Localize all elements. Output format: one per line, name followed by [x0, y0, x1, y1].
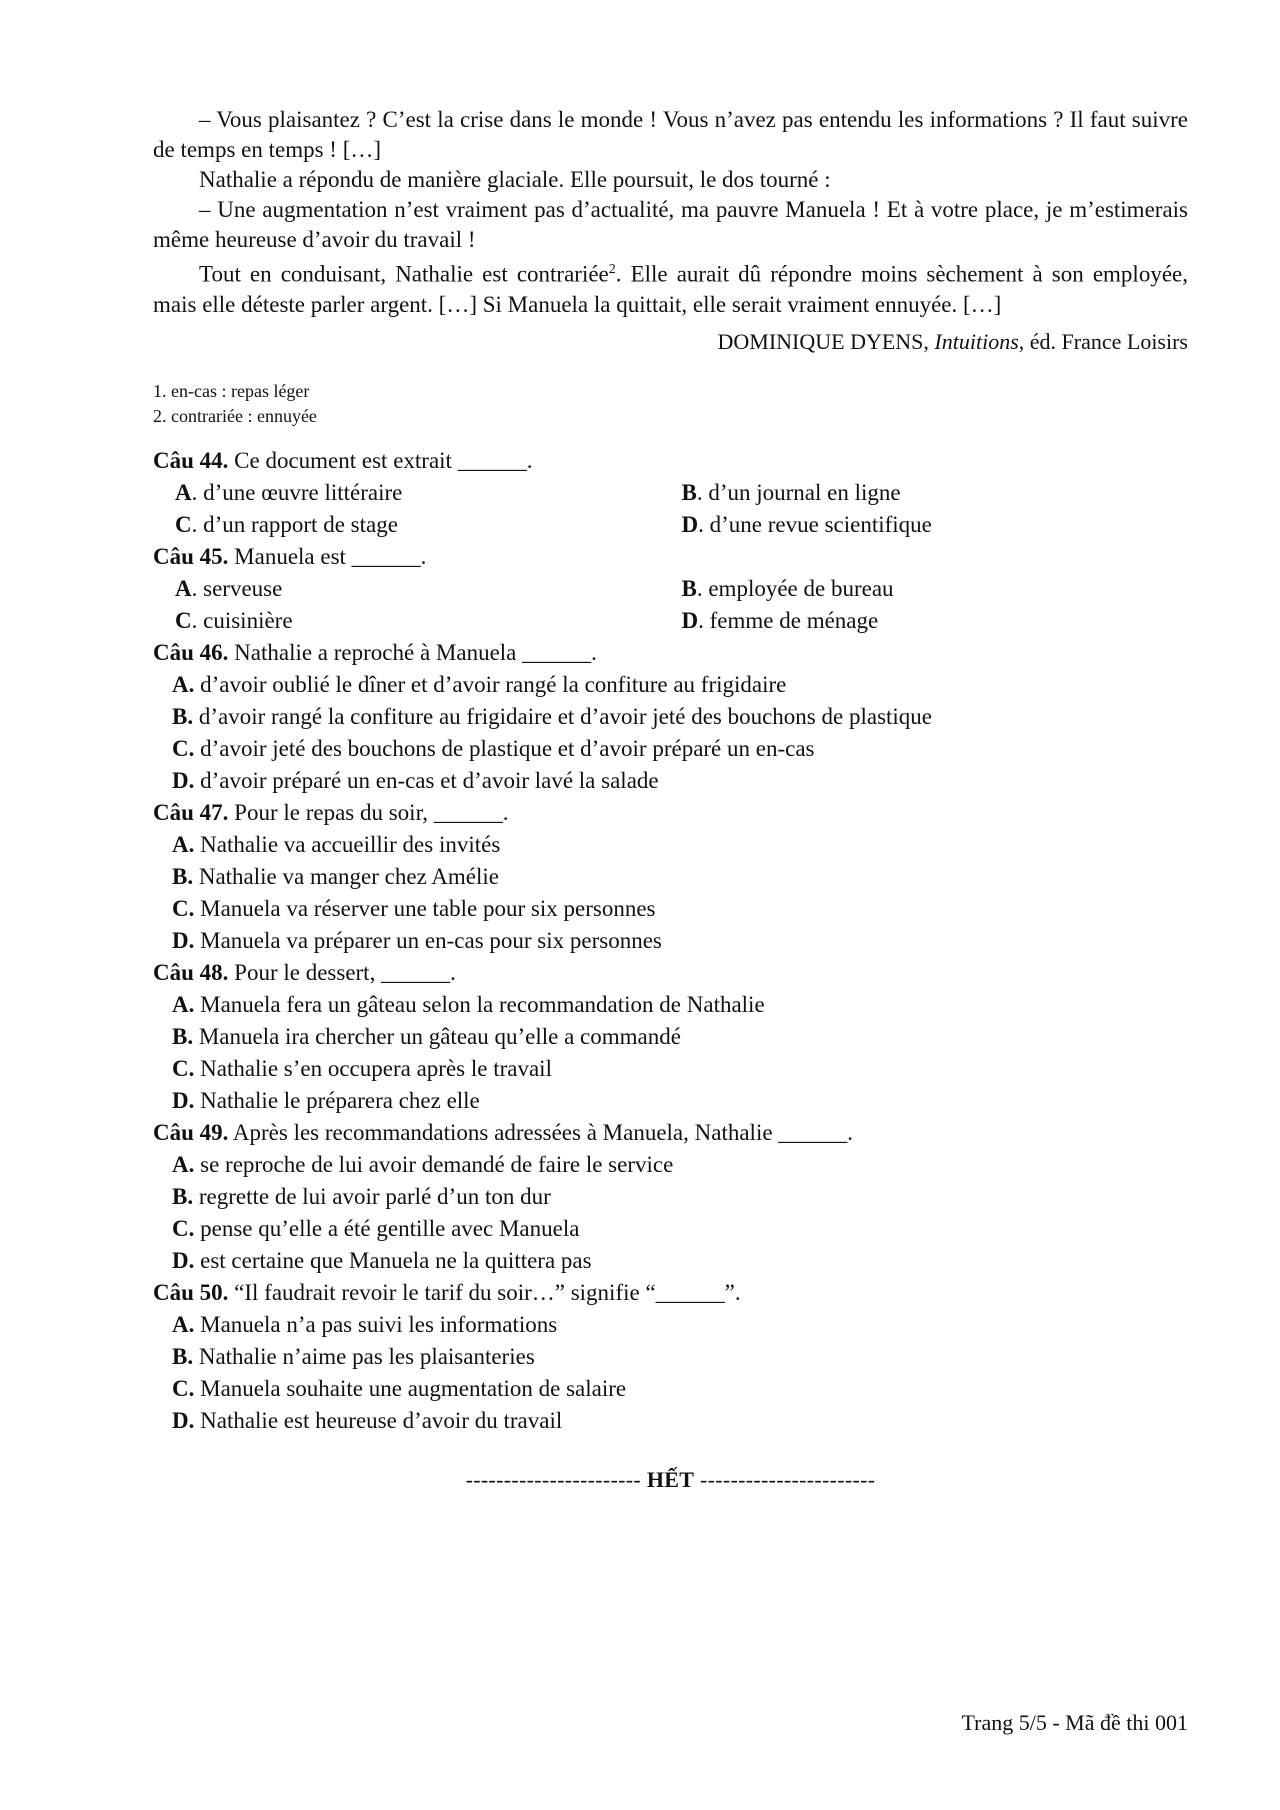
- question-text: Pour le repas du soir, ______.: [228, 799, 509, 825]
- option-label: D.: [172, 1087, 195, 1113]
- passage-text: Tout en conduisant, Nathalie est contrariée: [199, 261, 609, 287]
- question-46: [153, 637, 1188, 797]
- option-text: d’avoir oublié le dîner et d’avoir rangé la confiture au frigidaire: [194, 671, 787, 697]
- question-number: Câu 48.: [153, 959, 229, 985]
- option-label: C: [175, 607, 192, 633]
- question-stem: [153, 445, 1188, 477]
- option-c[interactable]: [175, 605, 682, 637]
- option-label: B.: [172, 863, 194, 889]
- question-number: Câu 47.: [153, 799, 229, 825]
- footnotes: [153, 379, 1188, 429]
- option-label: C.: [172, 1215, 195, 1241]
- passage-text: . Elle aurait dû répondre moins sèchement à son employée, mais elle déteste parler argent. […] Si Manuela la quittait, elle serait vraiment ennuyée. […]: [153, 261, 1188, 317]
- options-row: [153, 477, 1188, 509]
- source-author: DOMINIQUE DYENS,: [717, 328, 935, 354]
- option-d[interactable]: [153, 1245, 1188, 1277]
- option-b[interactable]: [682, 477, 1189, 509]
- option-text: Nathalie est heureuse d’avoir du travail: [194, 1407, 563, 1433]
- option-c[interactable]: [153, 1053, 1188, 1085]
- option-a[interactable]: [153, 669, 1188, 701]
- option-label: D.: [172, 1407, 195, 1433]
- option-a[interactable]: [153, 989, 1188, 1021]
- option-b[interactable]: [682, 573, 1189, 605]
- end-dashes: -----------------------: [694, 1466, 876, 1492]
- option-text: Manuela va réserver une table pour six personnes: [194, 895, 656, 921]
- question-stem: [153, 541, 1188, 573]
- option-c[interactable]: [153, 733, 1188, 765]
- option-label: B: [681, 479, 697, 505]
- option-a[interactable]: [153, 1149, 1188, 1181]
- option-label: A.: [172, 1311, 195, 1337]
- source-title: Intuitions: [934, 328, 1019, 354]
- option-label: D: [681, 607, 699, 633]
- option-label: D.: [172, 927, 195, 953]
- option-label: D.: [172, 767, 195, 793]
- option-label: A.: [172, 831, 195, 857]
- option-label: D.: [172, 1247, 195, 1273]
- option-text: Manuela souhaite une augmentation de salaire: [194, 1375, 627, 1401]
- option-b[interactable]: [153, 701, 1188, 733]
- option-text: regrette de lui avoir parlé d’un ton dur: [193, 1183, 551, 1209]
- option-d[interactable]: [153, 765, 1188, 797]
- question-stem: [153, 637, 1188, 669]
- question-44: [153, 445, 1188, 541]
- question-text: Nathalie a reproché à Manuela ______.: [228, 639, 597, 665]
- option-text: . d’une œuvre littéraire: [191, 479, 403, 505]
- footnote: 1. en-cas : repas léger: [153, 380, 310, 401]
- option-text: se reproche de lui avoir demandé de faire le service: [194, 1151, 674, 1177]
- question-47: [153, 797, 1188, 957]
- exam-page: [153, 105, 1188, 1493]
- option-label: B.: [172, 1023, 194, 1049]
- option-text: Nathalie n’aime pas les plaisanteries: [193, 1343, 535, 1369]
- option-text: d’avoir jeté des bouchons de plastique et d’avoir préparé un en-cas: [194, 735, 815, 761]
- option-a[interactable]: [175, 573, 682, 605]
- footnote: 2. contrariée : ennuyée: [153, 405, 317, 426]
- source-citation: [153, 327, 1188, 357]
- end-dashes: -----------------------: [465, 1466, 647, 1492]
- question-text: Ce document est extrait ______.: [228, 447, 533, 473]
- option-label: A: [175, 575, 192, 601]
- option-label: B.: [172, 703, 194, 729]
- option-c[interactable]: [153, 1373, 1188, 1405]
- option-label: C.: [172, 1055, 195, 1081]
- end-marker: [153, 1467, 1188, 1493]
- option-label: A.: [172, 1151, 195, 1177]
- end-word: HẾT: [646, 1466, 695, 1492]
- page-footer: Trang 5/5 - Mã đề thi 001: [961, 1710, 1188, 1735]
- option-text: Nathalie le préparera chez elle: [194, 1087, 480, 1113]
- options-row: [153, 509, 1188, 541]
- question-text: Manuela est ______.: [228, 543, 427, 569]
- option-text: Nathalie va manger chez Amélie: [193, 863, 499, 889]
- option-text: Manuela fera un gâteau selon la recommandation de Nathalie: [194, 991, 765, 1017]
- option-b[interactable]: [153, 1021, 1188, 1053]
- option-label: B.: [172, 1343, 194, 1369]
- option-text: Manuela n’a pas suivi les informations: [194, 1311, 558, 1337]
- options-row: [153, 573, 1188, 605]
- passage-paragraph: Nathalie a répondu de manière glaciale. Elle poursuit, le dos tourné :: [199, 167, 831, 192]
- option-label: C.: [172, 895, 195, 921]
- option-label: D: [681, 511, 699, 537]
- option-d[interactable]: [682, 509, 1189, 541]
- option-d[interactable]: [682, 605, 1189, 637]
- option-label: B: [681, 575, 697, 601]
- option-text: . d’un journal en ligne: [696, 479, 901, 505]
- option-text: Nathalie s’en occupera après le travail: [194, 1055, 552, 1081]
- option-text: d’avoir préparé un en-cas et d’avoir lavé la salade: [194, 767, 659, 793]
- source-publisher: , éd. France Loisirs: [1018, 328, 1188, 354]
- option-c[interactable]: [153, 1213, 1188, 1245]
- question-number: Câu 50.: [153, 1279, 229, 1305]
- option-label: A.: [172, 671, 195, 697]
- options-row: [153, 605, 1188, 637]
- footnote-marker: 2: [608, 262, 616, 277]
- passage-paragraph: – Une augmentation n’est vraiment pas d’actualité, ma pauvre Manuela ! Et à votre place, je m’estimerais même heureuse d’avoir du travail !: [153, 197, 1188, 252]
- question-text: Après les recommandations adressées à Manuela, Nathalie ______.: [228, 1119, 854, 1145]
- question-stem: [153, 957, 1188, 989]
- reading-passage: [153, 105, 1188, 320]
- option-label: C.: [172, 735, 195, 761]
- option-text: . serveuse: [191, 575, 283, 601]
- option-text: est certaine que Manuela ne la quittera pas: [194, 1247, 592, 1273]
- option-label: C.: [172, 1375, 195, 1401]
- option-text: . cuisinière: [191, 607, 293, 633]
- question-number: Câu 49.: [153, 1119, 229, 1145]
- question-number: Câu 46.: [153, 639, 229, 665]
- option-text: . employée de bureau: [696, 575, 894, 601]
- question-text: Pour le dessert, ______.: [228, 959, 456, 985]
- passage-paragraph: [153, 255, 1188, 320]
- question-48: [153, 957, 1188, 1117]
- option-d[interactable]: [153, 1405, 1188, 1437]
- option-text: . d’une revue scientifique: [698, 511, 932, 537]
- question-49: [153, 1117, 1188, 1277]
- option-c[interactable]: [175, 509, 682, 541]
- option-text: pense qu’elle a été gentille avec Manuela: [194, 1215, 580, 1241]
- option-a[interactable]: [153, 1309, 1188, 1341]
- option-b[interactable]: [153, 1181, 1188, 1213]
- option-c[interactable]: [153, 893, 1188, 925]
- option-text: Manuela va préparer un en-cas pour six personnes: [194, 927, 662, 953]
- questions: [153, 445, 1188, 1437]
- option-d[interactable]: [153, 1085, 1188, 1117]
- option-b[interactable]: [153, 1341, 1188, 1373]
- option-label: C: [175, 511, 192, 537]
- option-a[interactable]: [175, 477, 682, 509]
- question-stem: [153, 1277, 1188, 1309]
- question-number: Câu 45.: [153, 543, 229, 569]
- question-stem: [153, 1117, 1188, 1149]
- option-text: Manuela ira chercher un gâteau qu’elle a commandé: [193, 1023, 681, 1049]
- passage-paragraph: – Vous plaisantez ? C’est la crise dans le monde ! Vous n’avez pas entendu les informations ? Il faut suivre de temps en temps ! […]: [153, 107, 1188, 162]
- question-number: Câu 44.: [153, 447, 229, 473]
- question-text: “Il faudrait revoir le tarif du soir…” signifie “______”.: [228, 1279, 741, 1305]
- option-label: A: [175, 479, 192, 505]
- option-label: A.: [172, 991, 195, 1017]
- option-text: d’avoir rangé la confiture au frigidaire et d’avoir jeté des bouchons de plastique: [193, 703, 933, 729]
- option-text: . femme de ménage: [698, 607, 879, 633]
- option-a[interactable]: [153, 829, 1188, 861]
- question-50: [153, 1277, 1188, 1437]
- option-text: Nathalie va accueillir des invités: [194, 831, 501, 857]
- question-45: [153, 541, 1188, 637]
- option-b[interactable]: [153, 861, 1188, 893]
- option-d[interactable]: [153, 925, 1188, 957]
- option-label: B.: [172, 1183, 194, 1209]
- question-stem: [153, 797, 1188, 829]
- option-text: . d’un rapport de stage: [191, 511, 398, 537]
